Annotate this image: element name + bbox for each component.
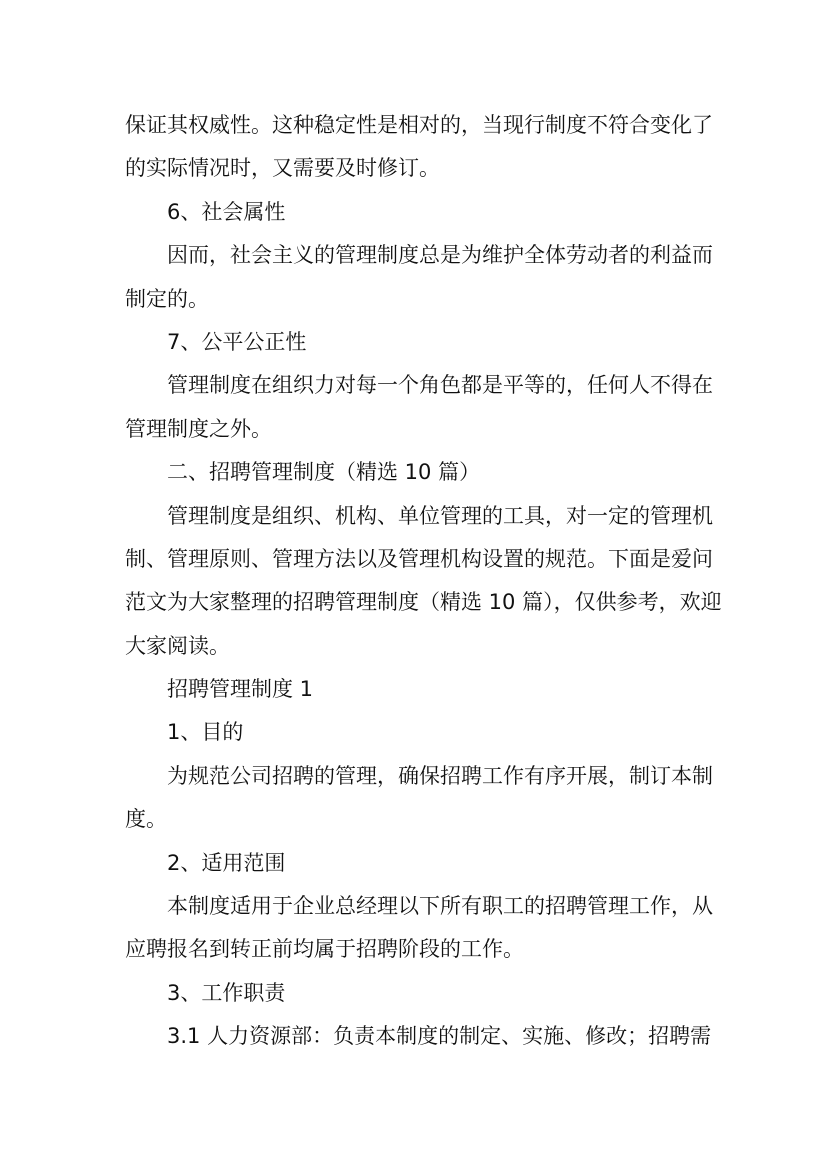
text-line: 大家阅读。 — [125, 633, 230, 658]
paragraph — [125, 885, 725, 972]
paragraph — [125, 104, 725, 191]
text-line: 度。 — [125, 807, 167, 832]
text-line: 的实际情况时，又需要及时修订。 — [125, 156, 440, 181]
document-body — [125, 104, 725, 1059]
text-line: 保证其权威性。这种稳定性是相对的，当现行制度不符合变化了 — [125, 113, 713, 137]
text-line: 2、适用范围 — [167, 850, 286, 875]
text-line: 为规范公司招聘的管理，确保招聘工作有序开展，制订本制 — [167, 763, 713, 788]
text-line: 6、社会属性 — [167, 199, 286, 224]
paragraph — [125, 495, 725, 669]
paragraph — [125, 321, 725, 364]
paragraph — [125, 191, 725, 234]
text-line: 制、管理原则、管理方法以及管理机构设置的规范。下面是爱问 — [125, 546, 713, 571]
paragraph — [125, 1015, 725, 1058]
paragraph — [125, 451, 725, 494]
text-line: 1、目的 — [167, 720, 244, 745]
text-line: 管理制度在组织力对每一个角色都是平等的，任何人不得在 — [167, 373, 713, 398]
paragraph — [125, 711, 725, 754]
text-line: 制定的。 — [125, 286, 209, 311]
text-line: 7、公平公正性 — [167, 329, 307, 354]
text-line: 招聘管理制度 1 — [167, 677, 314, 702]
paragraph — [125, 668, 725, 711]
paragraph — [125, 842, 725, 885]
paragraph — [125, 755, 725, 842]
paragraph — [125, 234, 725, 321]
text-line: 应聘报名到转正前均属于招聘阶段的工作。 — [125, 937, 524, 962]
text-line: 3.1 人力资源部：负责本制度的制定、实施、修改；招聘需 — [167, 1024, 712, 1049]
text-line: 管理制度是组织、机构、单位管理的工具，对一定的管理机 — [167, 503, 713, 528]
text-line: 因而，社会主义的管理制度总是为维护全体劳动者的利益而 — [167, 243, 713, 268]
text-line: 范文为大家整理的招聘管理制度（精选 10 篇），仅供参考，欢迎 — [125, 590, 722, 615]
text-line: 二、招聘管理制度（精选 10 篇） — [167, 460, 481, 485]
text-line: 3、工作职责 — [167, 980, 286, 1005]
text-line: 本制度适用于企业总经理以下所有职工的招聘管理工作，从 — [167, 894, 713, 919]
text-line: 管理制度之外。 — [125, 416, 272, 441]
paragraph — [125, 972, 725, 1015]
paragraph — [125, 364, 725, 451]
